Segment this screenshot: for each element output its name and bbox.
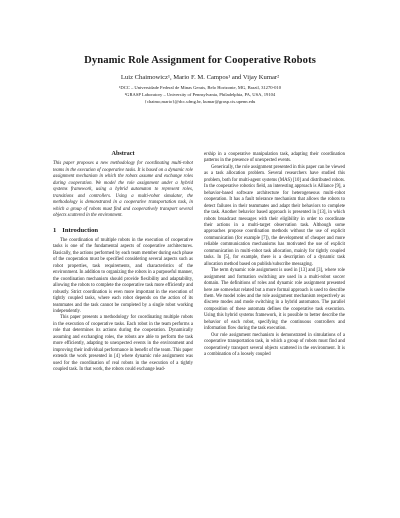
paper-authors: Luiz Chaimowicz¹, Mario F. M. Campos¹ and Vijay Kumar² xyxy=(120,74,280,81)
intro-paragraph-4: Generically, the role assignment presented in this paper can be viewed as a task allocation problem. Several researchers have studied this problem, both for multi-agent systems (MAS) [10] and distributed robots. In the cooperative robotics field, an interesting approach is Alliance [9], a behavior-based software architecture for heterogeneous multi-robot cooperation. It has a fault tolerance mechanism that allows the robots to detect failures in their teammates and adapt their behaviors to complete the task. Another behavior based approach is presented in [13], in which robots broadcast messages with their eligibility in order to coordinate their actions in a multi-target observation task. Although some approaches propose coordination methods without the use of explicit communication (for example [7]), the development of cheaper and more reliable communication mechanisms has motivated the use of explicit communication in multi-robot task allocation, mainly for tightly coupled tasks. In [5], for example, there is a description of a dynamic task allocation method based on publish/subscribe messaging. xyxy=(204,164,345,267)
paper-title: Dynamic Role Assignment for Cooperative Robots xyxy=(84,55,316,66)
right-column xyxy=(204,152,345,359)
intro-paragraph-3: ership in a cooperative manipulation task, adapting their coordination patterns in the presence of unexpected events. xyxy=(204,152,345,164)
intro-paragraph-1: The coordination of multiple robots in the execution of cooperative tasks is one of the fundamental aspects of cooperative architectures. Basically, the actions performed by each team member during each phase of the cooperation must be specified considering several aspects such as robot properties, task requirements, and characteristics of the environment. In addition to organizing the robots in a purposeful manner, the coordination mechanism should provide flexibility and adaptability, allowing the robots to complete the cooperative task more efficiently and robustly. Strict coordination is even more important in the execution of tightly coupled tasks, where each robot depends on the action of its teammates and the task cannot be completed by a single robot working independently. xyxy=(53,237,193,314)
affiliation-1: ¹DCC – Universidade Federal de Minas Gerais, Belo Horizonte, MG, Brazil, 31270-010 xyxy=(119,85,281,90)
intro-paragraph-6: Our role assignment mechanism is demonstrated in simulations of a cooperative transportation task, in which a group of robots must find and cooperatively transport several objects scattered in the environment. It is a combination of a loosely coupled xyxy=(204,332,345,358)
author-emails: {chaimo,mario}@dcc.ufmg.br, kumar@grasp.cis.upenn.edu xyxy=(144,99,256,104)
section-number: 1 xyxy=(53,226,57,234)
affiliation-2: ²GRASP Laboratory – University of Pennsylvania, Philadelphia, PA, USA, 19104 xyxy=(124,92,276,97)
section-title: Introduction xyxy=(62,226,99,234)
abstract-text: This paper proposes a new methodology for coordinating multi-robot teams in the execution of cooperative tasks. It is based on a dynamic role assignment mechanism in which the robots assume and exchange roles during cooperation. We model the role assignment under a hybrid systems framework, using a hybrid automaton to represent roles, transitions and controllers. Using a multi-robot simulator, the methodology is demonstrated in a cooperative transportation task, in which a group of robots must find and cooperatively transport several objects scattered in the environment. xyxy=(53,161,193,219)
abstract-heading: Abstract xyxy=(111,150,135,157)
left-column xyxy=(53,151,193,374)
section-heading-introduction xyxy=(53,228,193,234)
intro-paragraph-5: The term dynamic role assignment is used in [13] and [3], where role assignment and formation switching are used in a multi-robot soccer domain. The definitions of roles and dynamic role assignment presented here are somewhat related but a more formal approach is used to describe them. We model roles and the role assignment mechanism respectively as discrete modes and mode switching in a hybrid automaton. The parallel composition of these automata defines the cooperative task execution. Using this hybrid systems framework, it is possible to better describe the behavior of each robot, specifying the continuous controllers and information flow during the task execution. xyxy=(204,268,345,332)
intro-paragraph-2: This paper presents a methodology for coordinating multiple robots in the execution of cooperative tasks. Each robot in the team performs a role that determines its actions during the cooperation. Dynamically assuming and exchanging roles, the robots are able to perform the task more efficiently, adapting to unexpected events in the environment and improving their individual performance in benefit of the team. This paper extends the work presented in [4] where dynamic role assignment was used for the coordination of real robots in the execution of a tightly coupled task. In that work, the robots could exchange lead- xyxy=(53,315,193,373)
